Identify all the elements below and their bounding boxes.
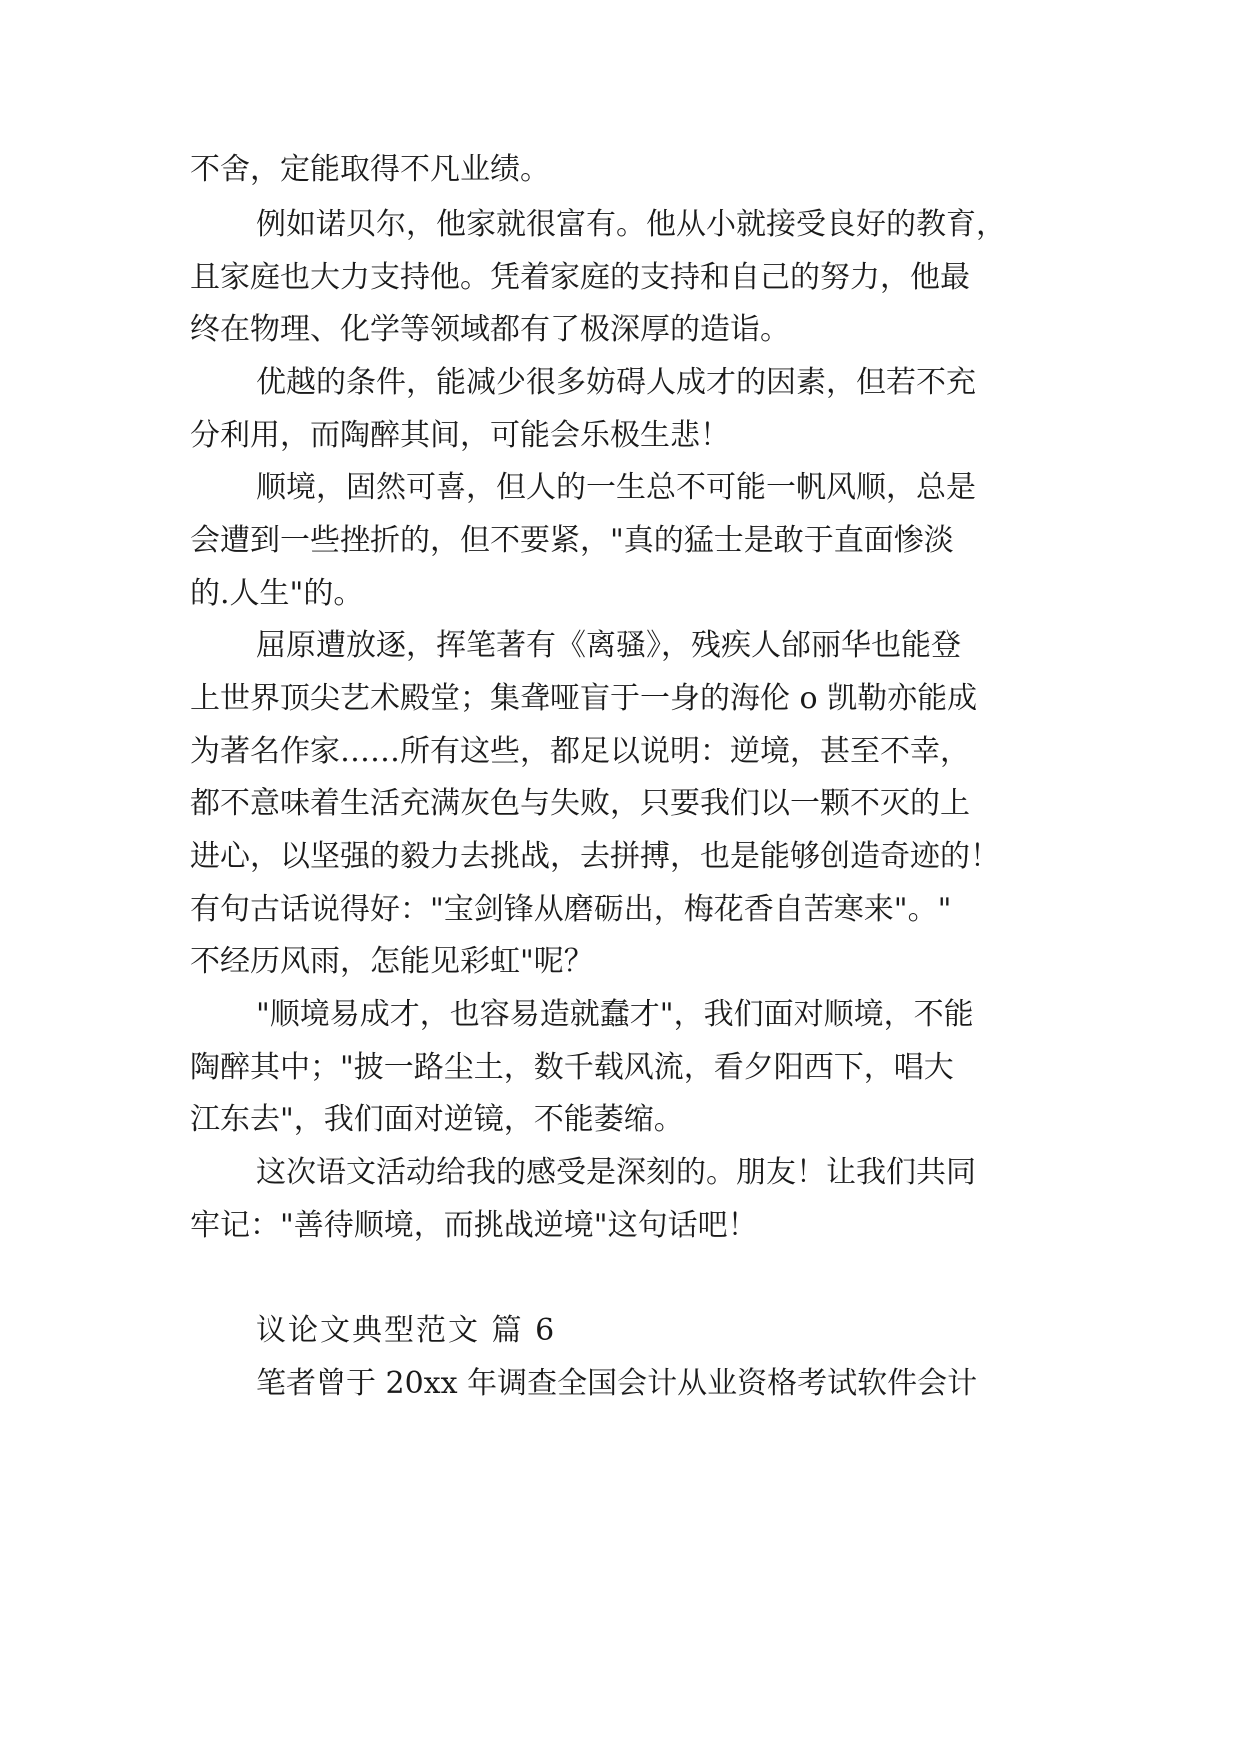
text-line: 牢记："善待顺境，而挑战逆境"这句话吧！ — [190, 1208, 758, 1243]
text-line: 终在物理、化学等领域都有了极深厚的造诣。 — [190, 312, 790, 347]
text-line: 会遭到一些挫折的，但不要紧，"真的猛士是敢于直面惨淡 — [190, 523, 954, 558]
text-line: 分利用，而陶醉其间，可能会乐极生悲！ — [190, 418, 730, 453]
paragraph-first-line: 笔者曾于 20xx 年调查全国会计从业资格考试软件会计 — [256, 1366, 978, 1401]
text-line: 的.人生"的。 — [190, 576, 364, 611]
text-line: 为著名作家……所有这些，都足以说明：逆境，甚至不幸， — [190, 734, 970, 769]
paragraph-first-line: "顺境易成才，也容易造就蠢才"，我们面对顺境，不能 — [256, 997, 974, 1032]
text-line: 不经历风雨，怎能见彩虹"呢？ — [190, 944, 594, 979]
text-line: 陶醉其中；"披一路尘土，数千载风流，看夕阳西下，唱大 — [190, 1050, 954, 1085]
text-line: 上世界顶尖艺术殿堂；集聋哑盲于一身的海伦 o 凯勒亦能成 — [190, 681, 978, 716]
text-line: 不舍，定能取得不凡业绩。 — [190, 152, 550, 187]
paragraph-first-line: 屈原遭放逐，挥笔著有《离骚》，残疾人邰丽华也能登 — [256, 628, 961, 663]
paragraph-first-line: 这次语文活动给我的感受是深刻的。朋友！让我们共同 — [256, 1155, 976, 1190]
text-line: 有句古话说得好："宝剑锋从磨砺出，梅花香自苦寒来"。" — [190, 892, 952, 927]
text-line: 江东去"，我们面对逆镜，不能萎缩。 — [190, 1102, 684, 1137]
text-line: 都不意味着生活充满灰色与失败，只要我们以一颗不灭的上 — [190, 786, 970, 821]
paragraph-first-line: 顺境，固然可喜，但人的一生总不可能一帆风顺，总是 — [256, 470, 976, 505]
text-line: 且家庭也大力支持他。凭着家庭的支持和自己的努力，他最 — [190, 260, 970, 295]
text-line: 进心，以坚强的毅力去挑战，去拼搏，也是能够创造奇迹的！ — [190, 839, 1000, 874]
paragraph-first-line: 例如诺贝尔，他家就很富有。他从小就接受良好的教育， — [256, 207, 1006, 242]
section-heading: 议论文典型范文 篇 6 — [256, 1313, 557, 1348]
paragraph-first-line: 优越的条件，能减少很多妨碍人成才的因素，但若不充 — [256, 365, 976, 400]
